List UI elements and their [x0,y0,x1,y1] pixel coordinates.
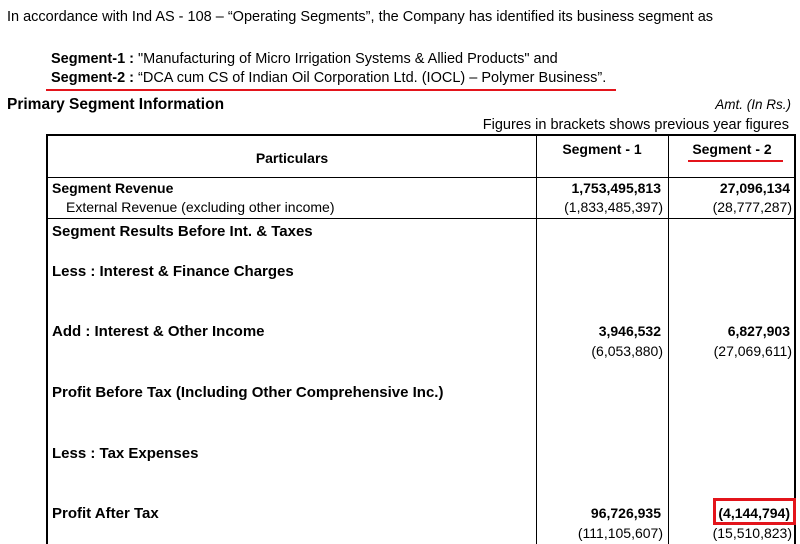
segment-2-label: Segment-2 : [51,70,134,86]
external-revenue-s1: (1,833,485,397) [564,199,663,215]
segment-revenue-s2: 27,096,134 [719,180,790,196]
external-revenue-s2: (28,777,287) [712,199,792,215]
segment-1-label: Segment-1 : [51,51,134,67]
column-header-segment-1: Segment - 1 [562,141,642,157]
row-label-profit-before-tax: Profit Before Tax (Including Other Comprehensive Inc.) [52,384,444,401]
column-divider [668,136,669,544]
column-header-segment-2: Segment - 2 [692,141,772,157]
row-divider [48,218,794,219]
profit-after-tax-s2-prev: (15,510,823) [712,525,792,541]
intro-text: In accordance with Ind AS - 108 – “Operating Segments”, the Company has identified its business segment as [7,9,714,25]
other-income-s1: 3,946,532 [598,323,661,339]
profit-after-tax-s1: 96,726,935 [590,505,661,521]
brackets-note: Figures in brackets shows previous year figures [482,117,789,133]
column-header-particulars: Particulars [255,150,329,166]
row-label-interest-finance: Less : Interest & Finance Charges [52,263,294,280]
segment-table [46,134,796,544]
row-label-profit-after-tax: Profit After Tax [52,505,159,522]
other-income-s2: 6,827,903 [727,323,790,339]
profit-after-tax-s1-prev: (111,105,607) [577,525,663,541]
segment-1-description: "Manufacturing of Micro Irrigation Systems & Allied Products" and [134,51,558,67]
row-label-segment-revenue: Segment Revenue [52,180,174,196]
segment-2-header-red-underline [688,160,783,162]
row-label-interest-other-income: Add : Interest & Other Income [52,323,265,340]
section-heading: Primary Segment Information [7,96,225,113]
other-income-s1-prev: (6,053,880) [591,343,663,359]
other-income-s2-prev: (27,069,611) [713,343,792,359]
segment-2-red-underline [46,89,616,91]
amount-unit-note: Amt. (In Rs.) [715,97,791,112]
segment-revenue-s1: 1,753,495,813 [571,180,661,196]
row-label-external-revenue: External Revenue (excluding other income) [66,199,335,215]
row-label-tax-expenses: Less : Tax Expenses [52,445,199,462]
header-divider [48,177,794,178]
segment-1-line [51,51,558,67]
row-label-segment-results: Segment Results Before Int. & Taxes [52,223,313,240]
profit-after-tax-s2-red-box [713,498,796,525]
profit-after-tax-s2: (4,144,794) [718,505,790,521]
segment-2-description: “DCA cum CS of Indian Oil Corporation Ltd. (IOCL) – Polymer Business”. [134,70,607,86]
segment-2-line [51,70,606,86]
column-divider [536,136,537,544]
